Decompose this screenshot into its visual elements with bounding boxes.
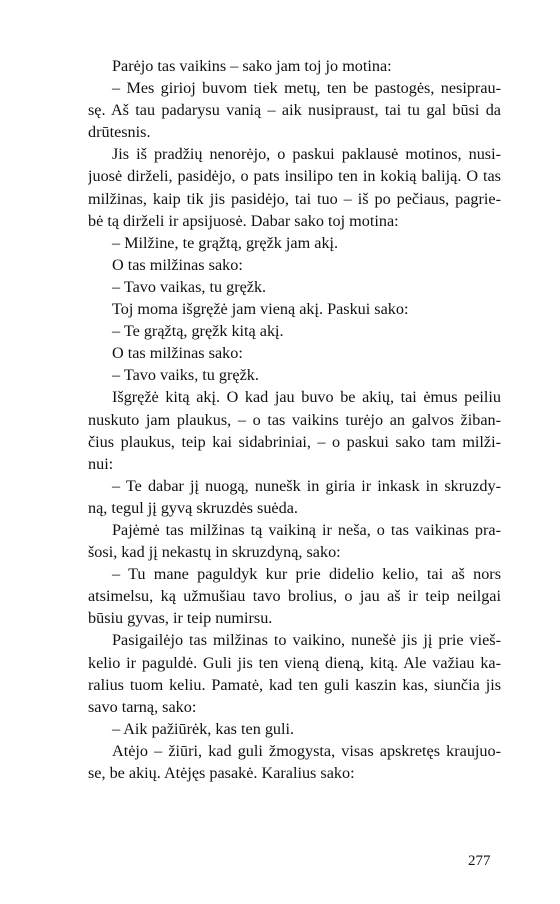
- text-line: savo tarną, sako:: [88, 697, 197, 716]
- text-line: sę. Aš tau padarysu vanią – aik nusipraust, tai tu gal būsi da: [88, 101, 501, 120]
- text-line: – Mes girioj buvom tiek metų, ten be pastogės, nesiprau-: [112, 79, 501, 98]
- text-line: Jis iš pradžių nenorėjo, o paskui paklausė motinos, nusi-: [112, 145, 501, 164]
- text-line: bė tą dirželi ir apsijuosė. Dabar sako toj motina:: [88, 211, 399, 230]
- text-line: nui:: [88, 454, 114, 473]
- text-line: – Milžine, te grąžtą, gręžk jam akį.: [112, 233, 339, 252]
- text-line: nuskuto jam plaukus, – o tas vaikins turėjo an galvos žiban-: [88, 410, 501, 429]
- text-line: drūtesnis.: [88, 123, 151, 142]
- text-line: se, be akių. Atėjęs pasakė. Karalius sako:: [88, 764, 355, 782]
- text-line: Išgręžė kitą akį. O kad jau buvo be akių, tai ėmus peiliu: [112, 388, 501, 407]
- text-line: Pajėmė tas milžinas tą vaikiną ir neša, o tas vaikinas pra-: [112, 520, 501, 539]
- text-line: Atėjo – žiūri, kad guli žmogysta, visas apskretęs kraujuo-: [112, 741, 501, 760]
- text-line: būsiu gyvas, ir teip numirsu.: [88, 609, 273, 628]
- page-number: 277: [468, 853, 491, 869]
- text-line: – Tu mane paguldyk kur prie didelio kelio, tai aš nors: [112, 565, 501, 584]
- text-line: – Aik pažiūrėk, kas ten guli.: [112, 719, 295, 738]
- text-line: Parėjo tas vaikins – sako jam toj jo motina:: [112, 57, 392, 75]
- text-line: šosi, kad jį nekastų in skruzdyną, sako:: [88, 543, 341, 562]
- text-line: O tas milžinas sako:: [112, 344, 243, 363]
- text-line: kelio ir paguldė. Guli jis ten vieną dieną, kitą. Ale važiau ka-: [88, 653, 501, 672]
- text-line: atsimelsu, ką užmušiau tavo brolius, o jau aš ir teip neilgai: [88, 587, 501, 606]
- page-body-text: [88, 55, 501, 784]
- text-line: ralius tuom keliu. Pamatė, kad ten guli kaszin kas, siunčia jis: [88, 675, 501, 694]
- text-line: juosė dirželi, pasidėjo, o pats insilipo ten in kokią baliją. O tas: [88, 167, 501, 186]
- text-line: – Tavo vaikas, tu gręžk.: [112, 277, 267, 296]
- text-line: O tas milžinas sako:: [112, 255, 243, 274]
- text-line: – Te grąžtą, gręžk kitą akį.: [112, 322, 284, 341]
- text-line: Toj moma išgręžė jam vieną akį. Paskui sako:: [112, 300, 409, 319]
- text-line: Pasigailėjo tas milžinas to vaikino, nunešė jis jį prie vieš-: [112, 631, 501, 650]
- text-line: ną, tegul jį gyvą skruzdės suėda.: [88, 498, 298, 517]
- text-line: čius plaukus, teip kai sidabriniai, – o paskui sako tam milži-: [88, 432, 501, 451]
- text-line: – Tavo vaiks, tu gręžk.: [112, 366, 259, 385]
- text-line: – Te dabar jį nuogą, nunešk in giria ir inkask in skruzdy-: [112, 476, 501, 495]
- text-line: milžinas, kaip tik jis pasidėjo, tai tuo – iš po pečiaus, pagrie-: [88, 189, 501, 208]
